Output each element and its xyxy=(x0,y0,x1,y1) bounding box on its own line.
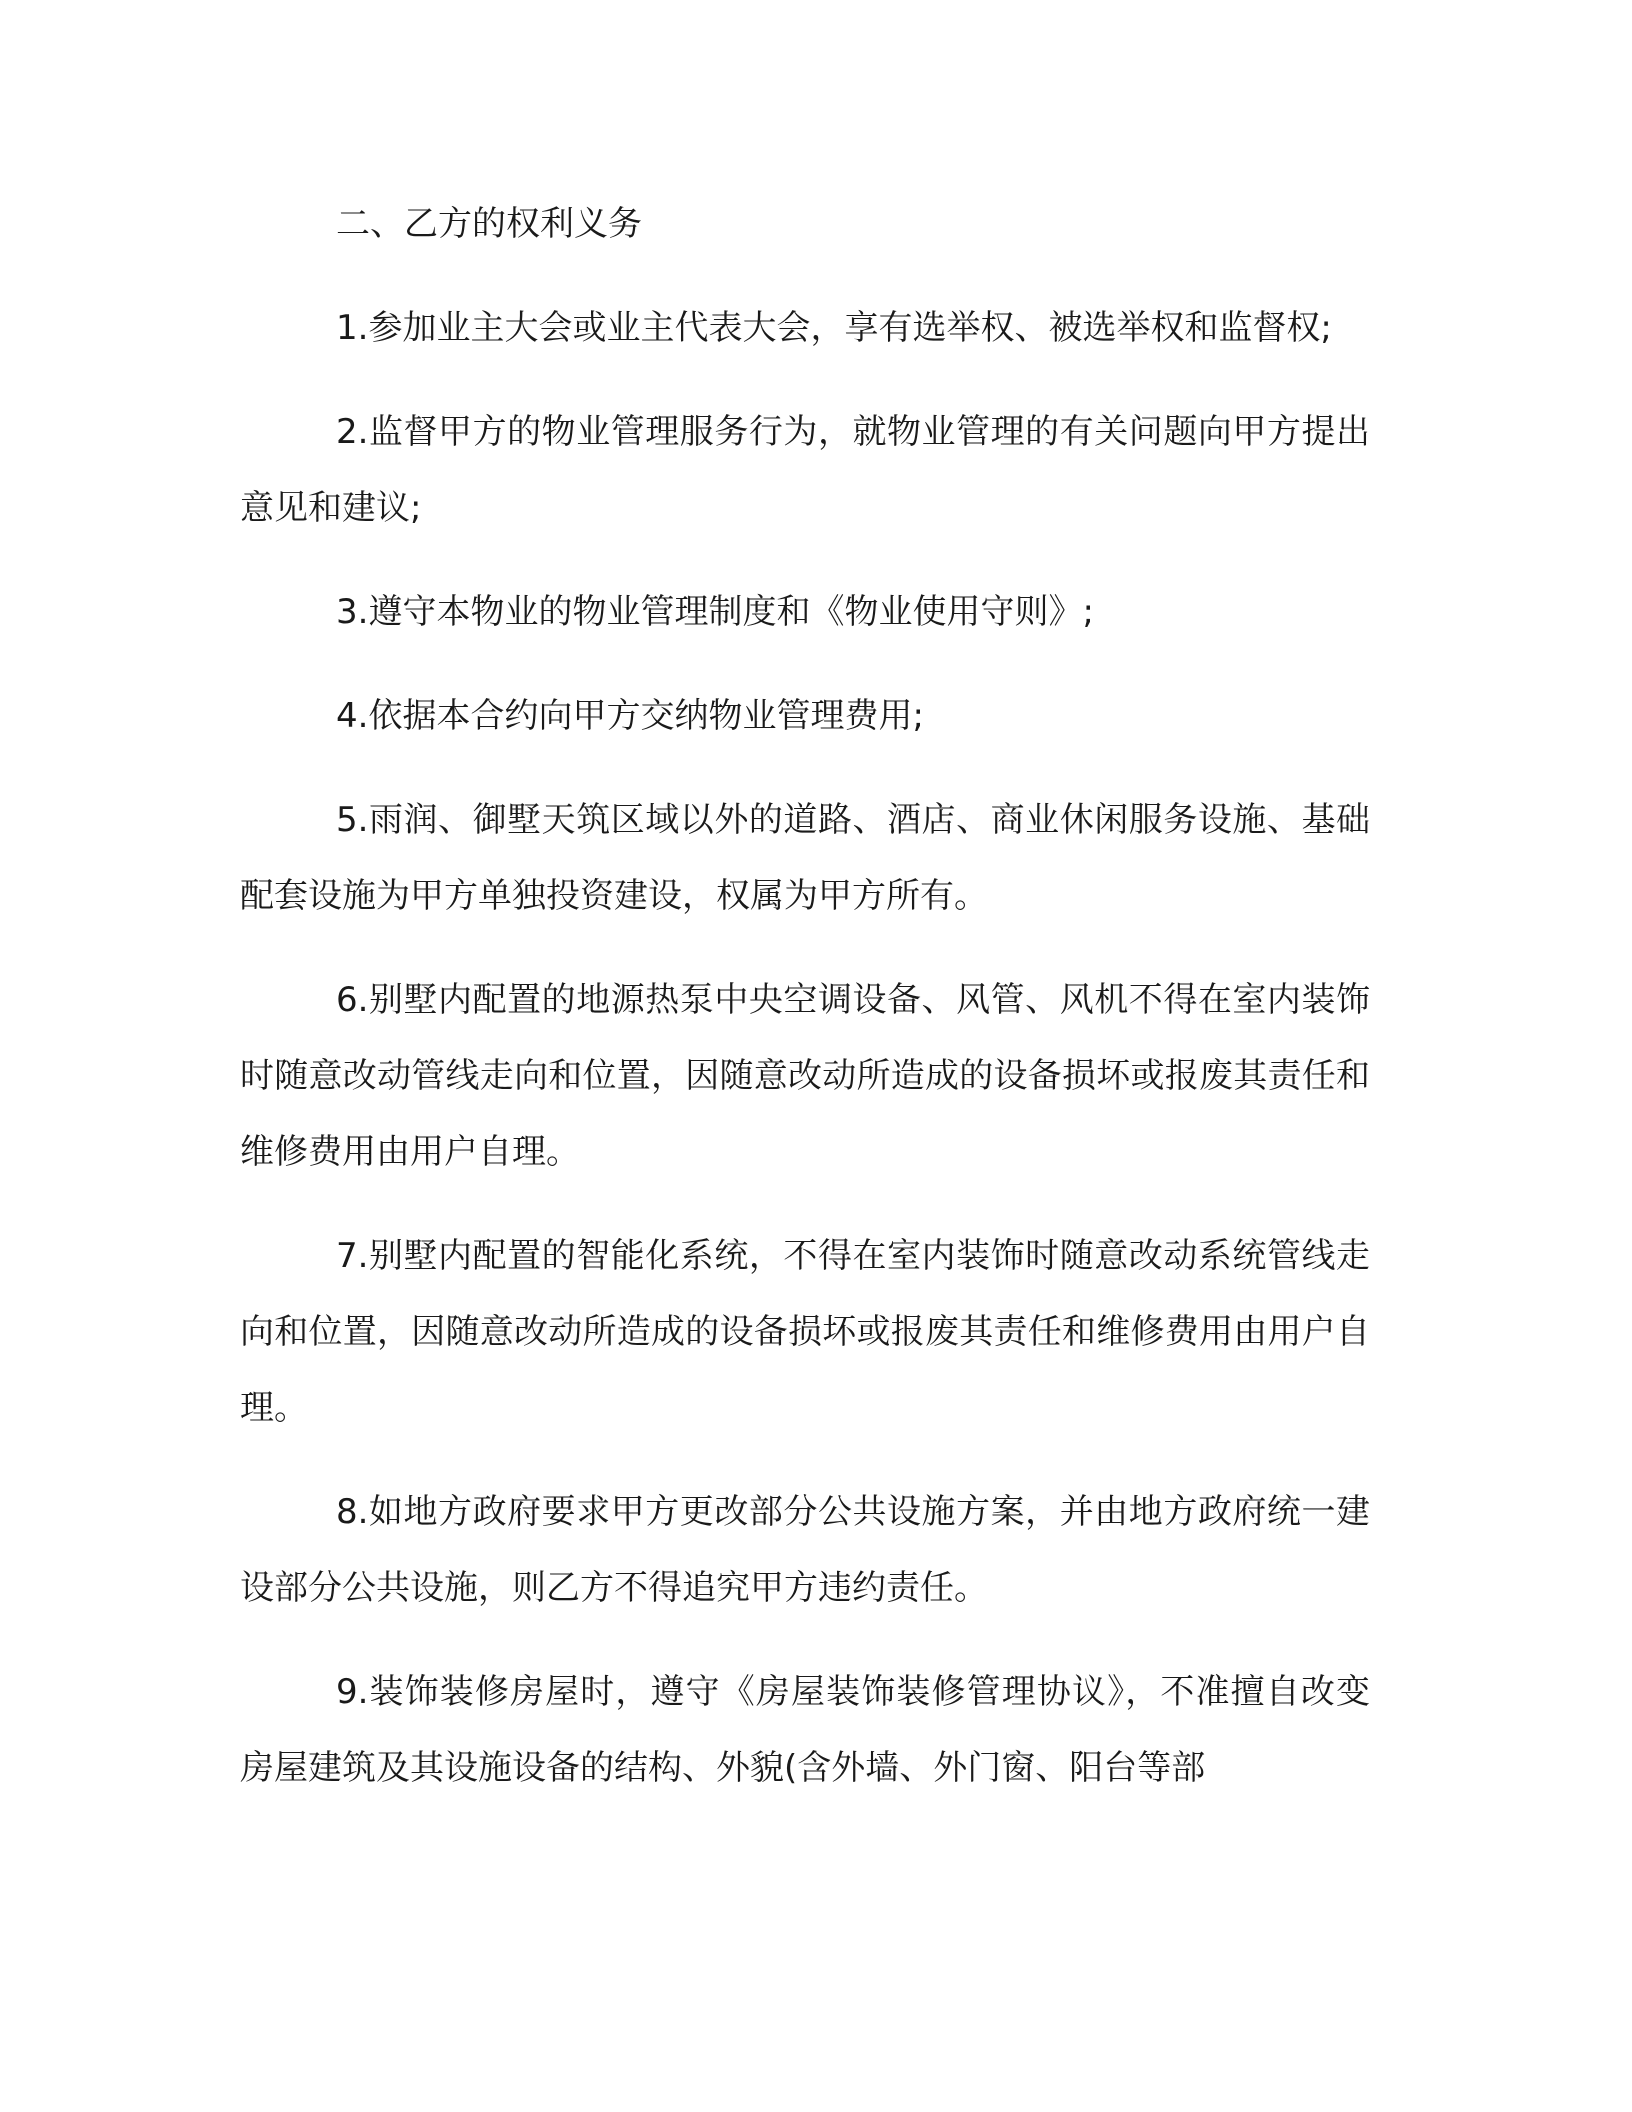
clause-8: 8.如地方政府要求甲方更改部分公共设施方案，并由地方政府统一建设部分公共设施，则乙方不得追究甲方违约责任。 xyxy=(240,1492,1370,1608)
clause-6: 6.别墅内配置的地源热泵中央空调设备、风管、风机不得在室内装饰时随意改动管线走向和位置，因随意改动所造成的设备损坏或报废其责任和维修费用由用户自理。 xyxy=(240,980,1370,1172)
clause-7: 7.别墅内配置的智能化系统，不得在室内装饰时随意改动系统管线走向和位置，因随意改动所造成的设备损坏或报废其责任和维修费用由用户自理。 xyxy=(240,1236,1370,1428)
clause-9: 9.装饰装修房屋时，遵守《房屋装饰装修管理协议》，不准擅自改变房屋建筑及其设施设备的结构、外貌(含外墙、外门窗、阳台等部 xyxy=(240,1672,1370,1788)
clause-1: 1.参加业主大会或业主代表大会，享有选举权、被选举权和监督权; xyxy=(336,308,1332,348)
clause-2: 2.监督甲方的物业管理服务行为，就物业管理的有关问题向甲方提出意见和建议; xyxy=(240,412,1370,528)
clause-5: 5.雨润、御墅天筑区域以外的道路、酒店、商业休闲服务设施、基础配套设施为甲方单独投资建设，权属为甲方所有。 xyxy=(240,800,1370,916)
section-heading: 二、乙方的权利义务 xyxy=(336,204,642,244)
clause-4: 4.依据本合约向甲方交纳物业管理费用; xyxy=(336,696,924,736)
clause-3: 3.遵守本物业的物业管理制度和《物业使用守则》; xyxy=(336,592,1094,632)
document-body xyxy=(240,186,1370,1834)
